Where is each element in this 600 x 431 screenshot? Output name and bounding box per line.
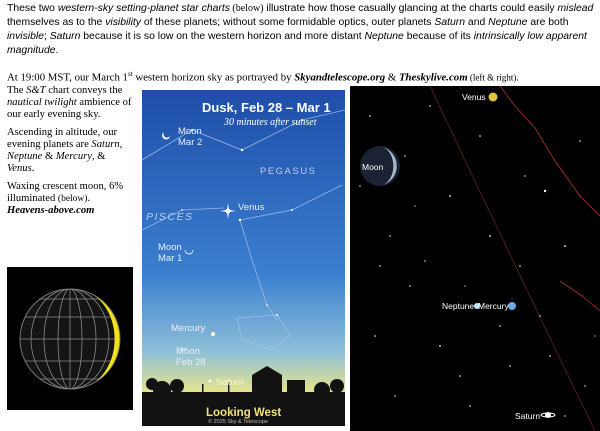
intro-text: illustrate how those casually glancing at the charts could easily (263, 3, 558, 14)
caption-text: (left & right). (467, 72, 519, 83)
venus-icon (489, 93, 498, 102)
label-pisces: PISCES (146, 211, 194, 223)
intro-em: intrinsically low apparent magnitude (7, 31, 587, 56)
text: . (31, 163, 35, 174)
source-skyandtelescope: Skyandtelescope.org (294, 71, 386, 84)
text-em: Venus (7, 163, 32, 174)
intro-paragraph (7, 2, 595, 58)
moon-globe-image (7, 267, 133, 410)
intro-text: themselves as to the (7, 17, 106, 28)
text: , & (91, 151, 106, 162)
sky-telescope-chart (142, 90, 345, 426)
mercury-dot (211, 332, 215, 336)
intro-em: invisible (7, 31, 44, 42)
label-mercury: Mercury (171, 323, 206, 334)
text: Feb 28 (176, 357, 206, 368)
intro-em: Neptune (364, 31, 404, 42)
label-neptune-right: Neptune (442, 301, 475, 311)
text-em: nautical twilight (7, 97, 77, 108)
left-column (7, 85, 135, 223)
label-saturn-right: Saturn (515, 411, 541, 421)
text: Ascending in altitude, our evening planets are (7, 127, 118, 150)
label-moon-feb28 (176, 346, 206, 368)
intro-text: of these planets; without some formidable optics, outer planets (140, 17, 435, 28)
text: . (87, 193, 91, 204)
label-venus: Venus (238, 202, 265, 213)
text: Waxing crescent moon, 6% illuminated (7, 181, 124, 204)
label-moon-right: Moon (362, 162, 384, 172)
para-moon (7, 181, 135, 217)
text: chart conveys the (45, 85, 123, 96)
chart-subtitle: 30 minutes after sunset (224, 117, 317, 128)
text-em: S&T (26, 85, 46, 96)
text: ambience of our early evening sky. (7, 97, 132, 120)
text: Moon (178, 126, 202, 137)
intro-em: Saturn (49, 31, 81, 42)
caption-sup: st (127, 70, 133, 78)
intro-text: . (55, 45, 59, 56)
caption-text: western horizon sky as portrayed by (132, 71, 295, 84)
text: Moon (158, 242, 182, 253)
intro-em-charts: western-sky setting-planet star charts (57, 3, 230, 14)
label-venus-right: Venus (462, 92, 486, 102)
saturn-icon (541, 412, 555, 418)
intro-text: are both (527, 17, 569, 28)
moon-globe-graphic (7, 267, 133, 410)
intro-text: (below) (229, 3, 264, 14)
intro-text: and (465, 17, 489, 28)
text: Mar 1 (158, 253, 183, 264)
label-moon-mar1 (158, 242, 182, 264)
para-planets (7, 127, 135, 175)
chart-title: Dusk, Feb 28 – Mar 1 (202, 100, 331, 115)
mercury-icon (508, 302, 516, 310)
caption-text: & (385, 71, 399, 84)
source-heavens-above: Heavens-above.com (7, 205, 95, 216)
theskylive-chart (350, 86, 600, 431)
caption-text: At 19:00 MST, our March 1 (7, 71, 128, 84)
label-pegasus: PEGASUS (260, 166, 317, 177)
source-theskylive: Theskylive.com (398, 71, 468, 84)
intro-text: because of its (403, 31, 474, 42)
star-field (350, 86, 600, 431)
para-twilight (7, 85, 135, 121)
intro-text: These two (7, 3, 58, 14)
intro-em: visibility (105, 17, 141, 28)
saturn-dot (209, 380, 212, 383)
text-em: Saturn, Neptune (7, 139, 123, 162)
intro-em: Saturn (434, 17, 466, 28)
text: The (7, 85, 27, 96)
text: (below) (57, 194, 88, 204)
intro-text: because it is so low on the western horizon and more distant (80, 31, 365, 42)
text: Mar 2 (178, 137, 203, 148)
caption-line (7, 70, 597, 84)
text-em: Mercury (55, 151, 92, 162)
intro-text: ; (43, 31, 50, 42)
label-looking-west: Looking West (206, 407, 282, 419)
label-copyright: © 2025 Sky & Telescope (208, 419, 268, 425)
text: Moon (176, 346, 200, 357)
label-saturn: Saturn (216, 377, 244, 388)
intro-em: Neptune (488, 17, 528, 28)
label-mercury-right: Mercury (478, 301, 509, 311)
intro-em: mislead (557, 3, 594, 14)
text: & (42, 151, 56, 162)
label-moon-mar2 (178, 126, 202, 148)
